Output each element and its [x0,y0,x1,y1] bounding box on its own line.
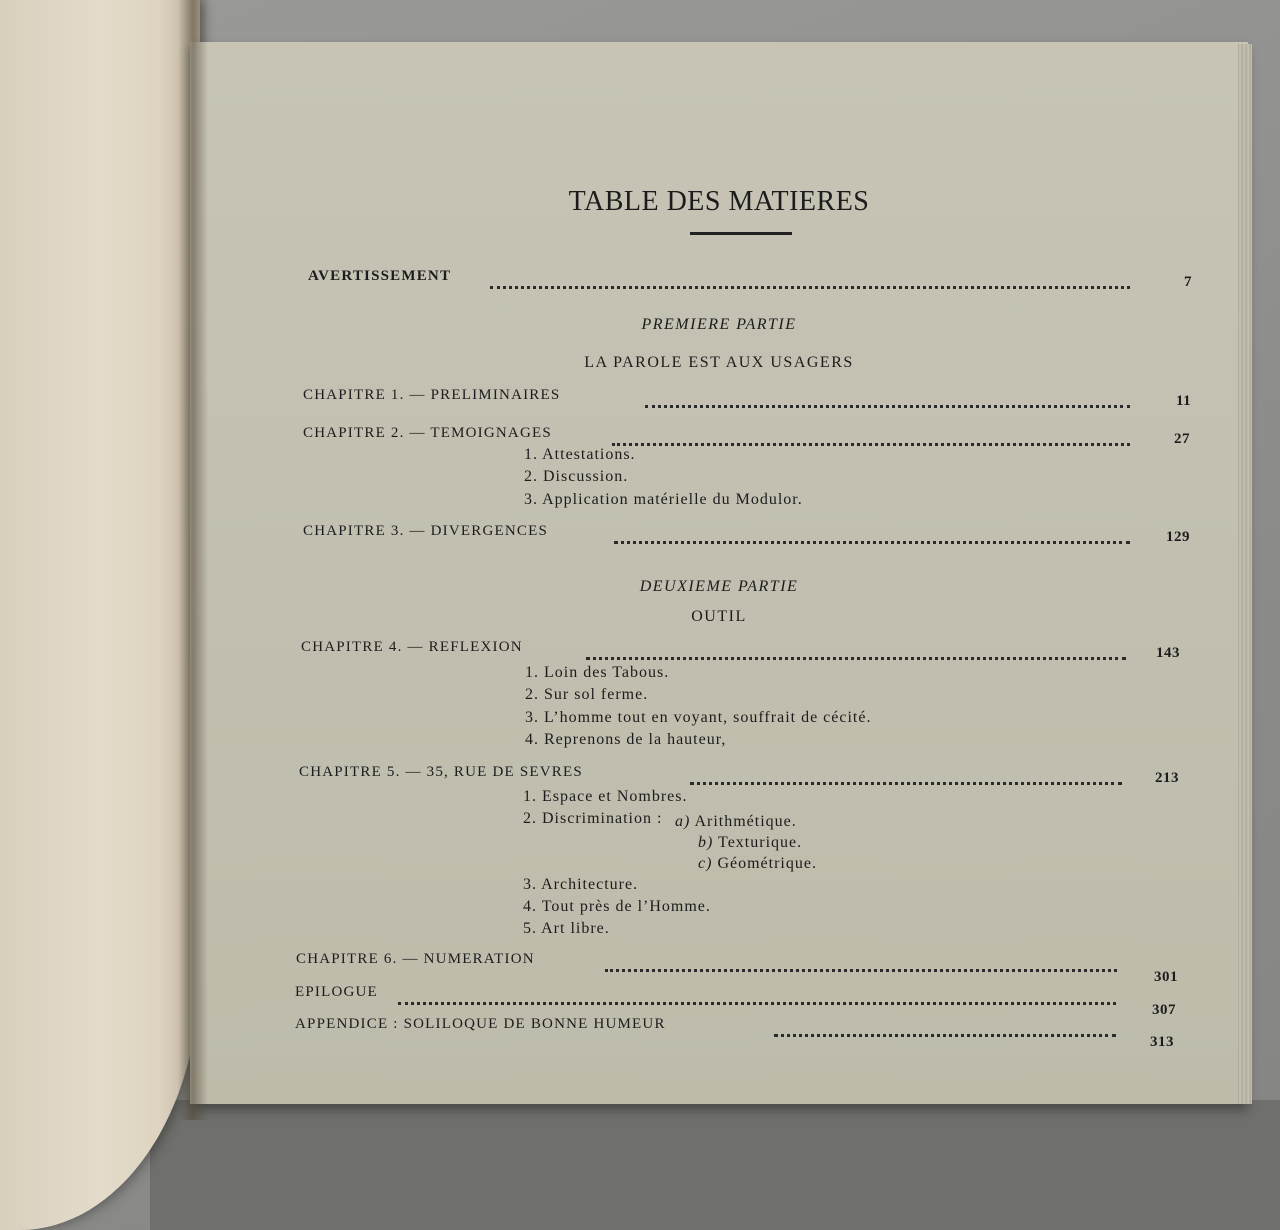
sub-item: 3. Architecture. [523,876,639,893]
sub-item: 1. Loin des Tabous. [525,664,670,681]
toc-title: TABLE DES MATIERES [568,186,870,217]
toc-entry-epilogue [190,984,1248,1018]
sub-item: 3. Application matérielle du Modulor. [524,491,803,508]
item-text: Texturique. [718,834,803,851]
sub-item: 5. Art libre. [523,920,610,937]
page-number: 129 [1166,529,1190,545]
part-heading: DEUXIEME PARTIE [639,578,799,595]
toc-entry-avertissement [190,268,1248,292]
sub-item: 2. Discrimination : [523,810,663,827]
sub-subitem [675,813,797,831]
sub-subitem [698,855,817,873]
item-text: Géométrique. [717,855,817,872]
entry-label: CHAPITRE 2. — TEMOIGNAGES [303,425,552,441]
entry-label: CHAPITRE 1. — PRELIMINAIRES [303,387,561,403]
dot-leader [645,383,1130,408]
item-text: Arithmétique. [694,813,797,830]
sub-subitem [698,834,802,852]
table-of-contents [190,42,1248,1104]
dot-leader [690,760,1122,785]
toc-entry-chapter-4 [190,639,1248,663]
entry-label: CHAPITRE 5. — 35, RUE DE SEVRES [299,764,583,780]
book-shadow [150,1100,1280,1230]
toc-entry-chapter-6 [190,951,1248,985]
part-heading: PREMIERE PARTIE [641,316,797,333]
page-number: 307 [1152,1002,1176,1018]
dot-leader [605,947,1117,972]
title-rule [690,232,792,235]
toc-entry-chapter-2 [190,425,1248,449]
entry-label: AVERTISSEMENT [308,268,452,284]
toc-entry-appendice [190,1016,1248,1050]
toc-entry-chapter-3 [190,523,1248,547]
entry-label: CHAPITRE 6. — NUMERATION [296,951,535,967]
part-subtitle: LA PAROLE EST AUX USAGERS [584,354,854,371]
dot-leader [614,519,1130,544]
item-letter: c) [698,855,713,872]
dot-leader [398,980,1116,1005]
page-number: 27 [1174,431,1190,447]
sub-item: 2. Sur sol ferme. [525,686,649,703]
page-number: 11 [1176,393,1192,409]
page-number: 301 [1154,969,1178,985]
sub-item: 1. Attestations. [524,446,636,463]
dot-leader [490,264,1130,289]
left-page [0,0,200,1230]
dot-leader [586,635,1126,660]
toc-entry-chapter-5 [190,764,1248,788]
dot-leader [612,421,1130,446]
part-subtitle: OUTIL [691,608,747,625]
page-number: 313 [1150,1034,1174,1050]
sub-item: 4. Reprenons de la hauteur, [525,731,727,748]
sub-item: 3. L’homme tout en voyant, souffrait de cécité. [525,709,872,726]
entry-label: EPILOGUE [295,984,378,1000]
sub-item: 4. Tout près de l’Homme. [523,898,711,915]
toc-entry-chapter-1 [190,387,1248,411]
entry-label: CHAPITRE 4. — REFLEXION [301,639,523,655]
page-number: 213 [1155,770,1179,786]
page-number: 143 [1156,645,1180,661]
entry-label: CHAPITRE 3. — DIVERGENCES [303,523,549,539]
sub-item: 1. Espace et Nombres. [523,788,688,805]
item-letter: b) [698,834,714,851]
page-number: 7 [1184,274,1192,290]
entry-label: APPENDICE : SOLILOQUE DE BONNE HUMEUR [295,1016,666,1032]
sub-item: 2. Discussion. [524,468,629,485]
dot-leader [774,1012,1116,1037]
item-letter: a) [675,813,691,830]
